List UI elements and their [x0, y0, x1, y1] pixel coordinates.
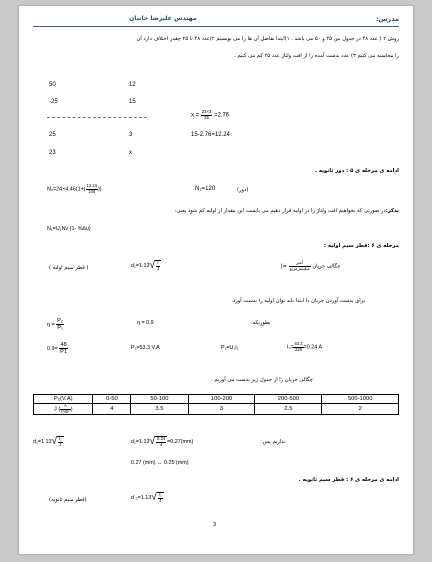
step5-result: N₂=120	[195, 186, 216, 192]
eta-note: بطوریکه:	[251, 320, 271, 326]
calc-d1-value: d₁=1.13√ $\frac{0.24}{4}$ =0.27(mm)	[131, 435, 194, 447]
eta-formula: η = $\frac{\text{P₂}}{\text{P₁}}$	[47, 318, 64, 331]
step5-equation: N₂=24×4.46(1+( $\frac{12.24}{100}$ ))	[47, 183, 102, 194]
step6-text2: برای بدست آوردن جریان I₁ ابتدا باید توان اولیه را بدست آورد.	[231, 298, 365, 304]
table-cell: 50-100	[131, 395, 188, 404]
table-cell: 100-200	[188, 395, 255, 404]
table-row	[34, 404, 399, 415]
interp-r4-b: x	[129, 150, 132, 156]
header-rule	[33, 26, 399, 27]
step6b-title: ادامه ی مرحله ی ۶ : قطر سیم ثانویه .	[298, 477, 399, 483]
step5-result-note: (دور)	[237, 187, 249, 193]
table-row	[34, 395, 399, 404]
interp-r2-b: 15	[129, 99, 136, 105]
power-formula: 0.9= $\frac{48}{P1}$	[47, 342, 67, 355]
table-cell: 4	[93, 404, 131, 415]
interp-r1-b: 12	[129, 82, 136, 88]
note-formula: N₁=U₁Nv (1- %∆u)	[47, 226, 91, 232]
interp-r4-a: 23	[49, 150, 56, 156]
table-cell: 200-500	[255, 395, 322, 404]
calc-d1-formula: d₁=1.13√ $\frac{\text{I₁}}{J}$	[33, 435, 62, 447]
table-cell: 2.5	[255, 404, 322, 415]
interp-r1-a: 50	[49, 82, 56, 88]
i1-formula: I₁= $\frac{53.3}{220}$ =0.24 A	[287, 341, 323, 352]
p1-formula: P₁=U₁I₁	[221, 345, 239, 351]
step6-d1-formula: d₁=1.13√ $\frac{I}{J}$	[131, 259, 160, 271]
p1-value: P₁=53.3 V.A	[131, 345, 160, 351]
table-cell: J ( $\frac{A}{\text{mm²}}$ )	[34, 404, 93, 415]
header-author: مهندس علیرضا خانیان	[129, 15, 197, 22]
current-density-table	[33, 394, 399, 415]
intro-line-2: را محاسبه می کنیم ۳) عدد بدست آمده را از افت ولتاژ عدد ۲۵ کم می کنیم .	[234, 53, 399, 59]
note-line: تذکر:در صورتی که بخواهیم افت ولتاژ را در اولیه قرار دهیم می بایست این مقدار از اولیه کم شود یعنی:	[174, 208, 399, 214]
interp-r2-a: -25	[49, 99, 58, 105]
intro-line-1: روش ۲ ) عدد ۴۸ در جدول بین ۲۵ و ۵۰ می باشد . ۱)ابتدا تفاضل آن ها را می نویسیم ۲)عدد ۴۸ تا ۲۵ چقدر اختلاف دارد آن	[136, 36, 399, 42]
interp-r3-b: 3	[129, 132, 133, 138]
table-cell: 500-1000	[322, 395, 399, 404]
calc-approx: 0.27 (mm) ↔ 0.25 (mm)	[131, 460, 189, 466]
interp-r3-calc: 15-2.76=12.24	[191, 132, 230, 138]
header-label: مدرس:	[375, 15, 399, 23]
density-table-intro: چگالی جریان را از جدول زیر بدست می آوریم .	[211, 377, 313, 383]
table-cell: 3.5	[131, 404, 188, 415]
interp-r3-a: 25	[49, 132, 56, 138]
page-number: 3	[213, 522, 217, 528]
step5-title: ادامه ی مرحله ی ۵ : دور ثانویه .	[315, 168, 399, 174]
table-cell: P₂(V.A)	[34, 395, 93, 404]
calc-note: نداریم پس:	[261, 439, 286, 445]
interp-divider	[47, 117, 147, 118]
eta-value: η = 0.9	[137, 320, 154, 326]
table-cell: 0-50	[93, 395, 131, 404]
step6b-d2-note: (قطر سیم ثانویه)	[49, 497, 87, 503]
table-cell: 3	[188, 404, 255, 415]
document-page	[19, 6, 413, 554]
step6b-d2-formula: d ₂=1.13√ $\frac{\text{I₂}}{J}$	[131, 491, 162, 503]
interp-x-equation: x = $\frac{23\times 3}{25}$ =2.76	[191, 109, 230, 120]
step6-density-def: چگالی جریان $\frac{\text{آمپر}}{\text{میلیمترمربع}}$ =J	[281, 260, 341, 271]
table-cell: 2	[322, 404, 399, 415]
step6-d1-note: ( قطر سیم اولیه )	[49, 265, 89, 271]
step6-title: مرحله ی ۶ :قطر سیم اولیه :	[323, 243, 399, 249]
